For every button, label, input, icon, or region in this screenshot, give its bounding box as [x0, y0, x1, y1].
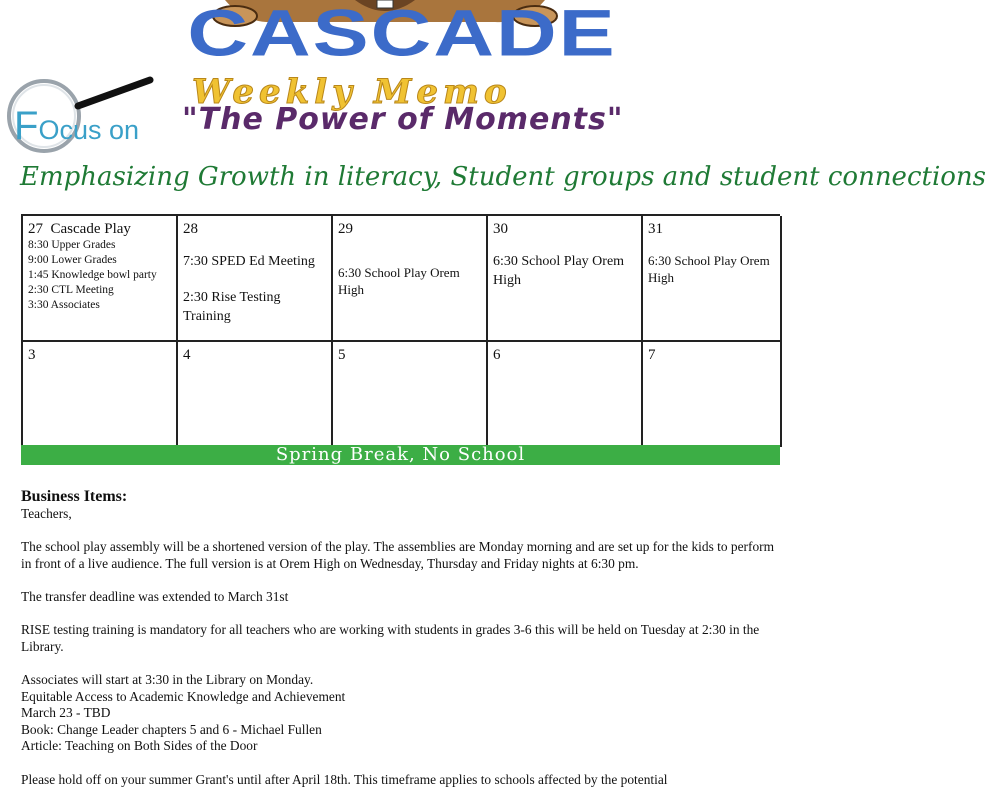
associates-line: Associates will start at 3:30 in the Library on Monday.	[21, 671, 314, 687]
calendar-day-cell	[643, 342, 782, 447]
associates-line: Book: Change Leader chapters 5 and 6 - Michael Fullen	[21, 721, 322, 737]
day-number: 28	[183, 221, 198, 237]
spring-break-banner: Spring Break, No School	[21, 445, 780, 465]
tagline: Emphasizing Growth in literacy, Student groups and student connections	[20, 162, 986, 192]
focus-lead-letter: F	[14, 104, 39, 148]
calendar-day-cell	[23, 216, 178, 342]
day-number: 27	[28, 221, 43, 237]
focus-rest: Ocus on	[38, 115, 139, 145]
day-title: Cascade Play	[50, 221, 131, 237]
calendar-day-cell	[488, 216, 643, 342]
calendar-day-cell	[23, 342, 178, 447]
day-number: 3	[28, 347, 36, 363]
calendar-event: 2:30 Rise Testing Training	[183, 290, 281, 324]
theme-title: "The Power of Moments"	[182, 102, 624, 137]
day-number: 30	[493, 221, 508, 237]
calendar-day-cell	[643, 216, 782, 342]
calendar-day-cell	[178, 342, 333, 447]
calendar-event: 7:30 SPED Ed Meeting	[183, 254, 315, 269]
calendar-event: 6:30 School Play Orem High	[493, 254, 625, 288]
week-calendar	[21, 214, 780, 465]
calendar-day-cell	[333, 216, 488, 342]
weekly-memo-subtitle: Weekly Memo	[192, 72, 512, 112]
calendar-event: 6:30 School Play Orem High	[338, 265, 460, 297]
calendar-day-cell	[333, 342, 488, 447]
calendar-event: 3:30 Associates	[28, 299, 100, 311]
calendar-day-cell	[488, 342, 643, 447]
calendar-event: 1:45 Knowledge bowl party	[28, 269, 157, 281]
associates-line: Equitable Access to Academic Knowledge and Achievement	[21, 688, 346, 704]
calendar-day-cell	[178, 216, 333, 342]
business-items-section	[21, 487, 781, 788]
day-number: 5	[338, 347, 346, 363]
day-number: 6	[493, 347, 501, 363]
cascade-title: CASCADE	[187, 0, 617, 70]
day-number: 29	[338, 221, 353, 237]
associates-line: Article: Teaching on Both Sides of the Door	[21, 738, 258, 754]
paragraph-transfer: The transfer deadline was extended to March 31st	[21, 588, 289, 604]
calendar-event: 6:30 School Play Orem High	[648, 253, 770, 285]
day-number: 4	[183, 347, 191, 363]
calendar-event: 9:00 Lower Grades	[28, 254, 117, 266]
day-number: 7	[648, 347, 656, 363]
paragraph-grants: Please hold off on your summer Grant's until after April 18th. This timeframe applies to schools affected by the potential	[21, 771, 668, 787]
focus-label	[14, 104, 139, 149]
paragraph-play: The school play assembly will be a shortened version of the play. The assemblies are Monday morning and are set up for the kids to perform in front of a live audience. The full version is at Orem High on Wednesday, Thursday and Friday nights at 6:30 pm.	[21, 539, 775, 571]
greeting: Teachers,	[21, 506, 72, 521]
paragraph-rise: RISE testing training is mandatory for all teachers who are working with students in grades 3-6 this will be held on Tuesday at 2:30 in the Library.	[21, 622, 760, 654]
day-number: 31	[648, 221, 663, 237]
section-heading: Business Items:	[21, 488, 128, 505]
calendar-event: 2:30 CTL Meeting	[28, 284, 114, 296]
calendar-event: 8:30 Upper Grades	[28, 239, 116, 251]
associates-line: March 23 - TBD	[21, 705, 111, 721]
memo-header	[0, 0, 800, 160]
